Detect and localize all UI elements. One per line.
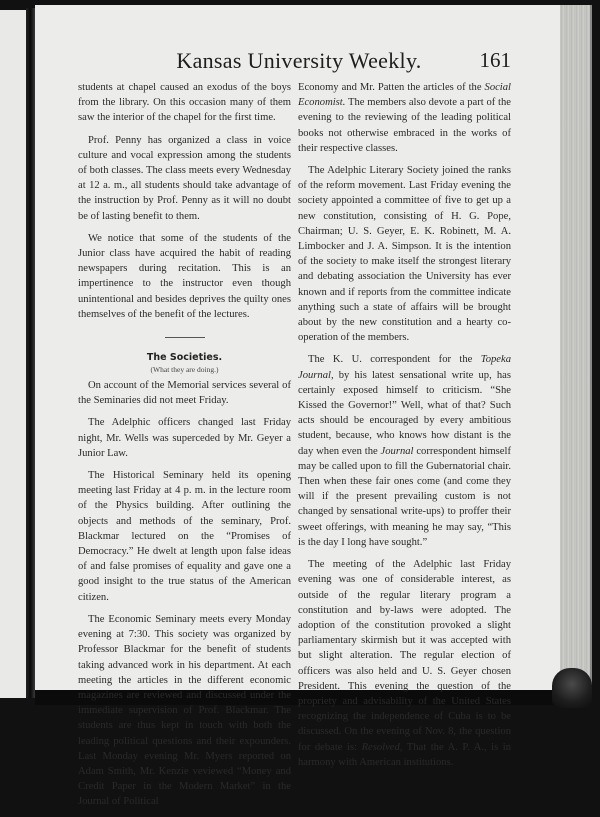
thumb (552, 668, 592, 708)
text-run: That the A. P. A., is in harmony with American institutions. (298, 741, 511, 768)
paragraph (298, 80, 511, 156)
facing-page-edge (0, 10, 26, 698)
paragraph (298, 352, 511, 550)
right-column (298, 80, 511, 777)
publication-title: Kansas University Weekly. (176, 48, 422, 73)
text-run: The K. U. correspondent for the (308, 354, 481, 366)
paragraph: The Historical Seminary held its opening meeting last Friday at 4 p. m. in the lecture room of the Physics building. After outlining the objects and methods of the seminary, Prof. Blackmar lectured on the “Promises of Democracy.” He dwelt at length upon false ideas of and false promises of equality and gave one a good insight to the true status of the American citizen. (78, 470, 291, 603)
paragraph: Prof. Penny has organized a class in voice culture and vocal expression among the students of both classes. The class meets every Wednesday at 12 a. m., all students should take advantage of the instruction by Prof. Penny as it will no doubt be of lasting benefit to them. (78, 134, 291, 222)
paragraph: We notice that some of the students of the Junior class have acquired the habit of reading newspapers during recitation. This is an impertinence to the instructor even though unintentional and besides deprives the quilty ones themselves of the benefit of the lectures. (78, 232, 291, 320)
italic-title: Social Economist. (298, 82, 511, 109)
paragraph: The Adelphic officers changed last Friday night, Mr. Wells was superceded by Mr. Geyer a Junior Law. (78, 417, 291, 459)
page-number: 161 (479, 48, 511, 72)
book-gutter (26, 8, 35, 698)
page-stack-edge (560, 5, 592, 685)
paragraph: The Adelphic Literary Society joined the ranks of the reform movement. Last Friday evening the society appointed a committee of five to get up a new constitution, consisting of H. G. Pope, Chairman; U. S. Geyer, E. K. Robinett, M. A. Limbocker and J. A. Simpson. It is the intention of the society to make itself the strongest literary and debating association the University has ever known and if reports from the committee indicate anything such a state of affairs will be brought about by the new constitution and a hearty co-operation of the members. (298, 165, 511, 344)
text-run: correspondent himself may be called upon to fill the Gubernatorial chair. Then when these fair ones come (and come they will if the present prevailing custom is not changed by sensational write-ups) to proffer their sweet offerings, with meaning he may say, “This is the day I long have sought.” (298, 445, 511, 548)
text-run: Economy and Mr. Patten the articles of the (298, 82, 485, 93)
paragraph: students at chapel caused an exodus of the boys from the library. On this occasion many of them saw the interior of the chapel for the first time. (78, 82, 291, 124)
paragraph (298, 557, 511, 770)
running-header (35, 48, 563, 78)
text-run: The meeting of the Adelphic last Friday evening was one of considerable interest, as outside of the regular literary program a constitution and by-laws were adopted. The adoption of the constitution provoked a slight parliamentary skirmish but it was accepted with but slight alteration. The regular election of officers was also held and U. S. Geyer chosen President. This evening the question of the propriety and advisability of the United States recognizing the independence of Cuba is to be discussed. On the evening of Nov. 8, the question for debate is: (298, 559, 511, 753)
left-column (78, 80, 291, 817)
section-divider (165, 337, 205, 338)
text-run: The members also devote a part of the evening to the reviewing of the leading political books not otherwise embraced in the works of their respective classes. (298, 97, 511, 154)
text-run: by his latest sensational write up, has certainly exposed himself to criticism. “She Kissed the Governor!” Well, what of that? Such acts should be encouraged by every ambitious student, because, who knows how distant is the day when even the (298, 369, 511, 457)
italic-title: Journal (380, 445, 414, 457)
section-subheading: (What they are doing.) (150, 365, 219, 375)
section-heading: The Societies. (146, 352, 223, 364)
paragraph: On account of the Memorial services several of the Seminaries did not meet Friday. (78, 380, 291, 407)
paragraph: The Economic Seminary meets every Monday evening at 7:30. This society was organized by Professor Blackmar for the benefit of students taking advanced work in his department. At each meeting the articles in the different economic magazines are reviewed and discussed under the immediate supervision of Prof. Blackmar. The students are thus kept in touch with both the leading political questions and their expounders. Last Monday evening Mr. Myers reported on Adam Smith, Mr. Kenzie veviewed “Money and Credit Paper in the Modern Market” in the Journal of Political (78, 613, 291, 808)
italic-term: Resolved, (361, 741, 403, 753)
italic-title: Topeka Journal, (298, 354, 511, 381)
